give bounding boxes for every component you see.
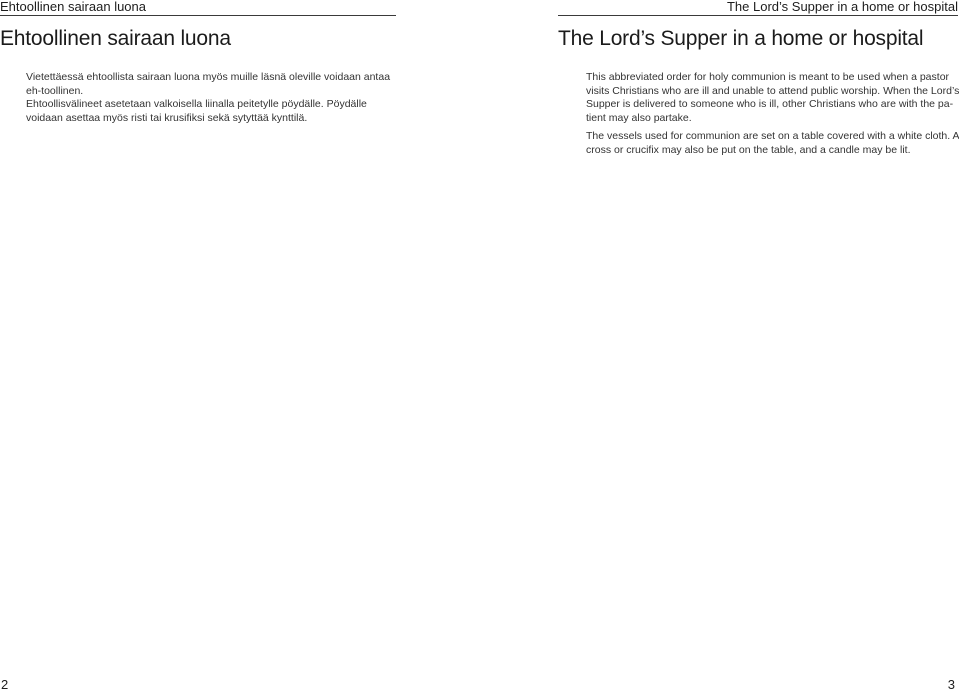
page-title-right: The Lord’s Supper in a home or hospital <box>558 27 924 50</box>
right-page <box>479 0 959 694</box>
body-text-right <box>586 71 959 162</box>
body-text-left <box>26 71 398 125</box>
paragraph-right-2: The vessels used for communion are set on a table covered with a white cloth. A cross or crucifix may also be put on the table, and a candle may be lit. <box>586 130 959 156</box>
left-page <box>0 0 479 694</box>
page-number-right: 3 <box>947 677 955 692</box>
paragraph-right-1: This abbreviated order for holy communion is meant to be used when a pastor visits Christians who are ill and unable to attend public worship. When the Lord’s Supper is delivered to someone who is ill, other Christians who are with the pa-tient may also partake. <box>586 71 959 124</box>
running-header-left: Ehtoollinen sairaan luona <box>0 0 396 16</box>
paragraph-left-1: Vietettäessä ehtoollista sairaan luona myös muille läsnä oleville voidaan antaa eh-toollinen. <box>26 71 391 97</box>
page-number-left: 2 <box>1 677 9 692</box>
paragraph-left-2: Ehtoollisvälineet asetetaan valkoisella liinalla peitetylle pöydälle. Pöydälle voidaan asettaa myös risti tai krusifiksi sekä sytyttää kynttilä. <box>26 98 367 124</box>
running-header-right: The Lord’s Supper in a home or hospital <box>558 0 958 16</box>
page-title-left: Ehtoollinen sairaan luona <box>0 27 231 50</box>
